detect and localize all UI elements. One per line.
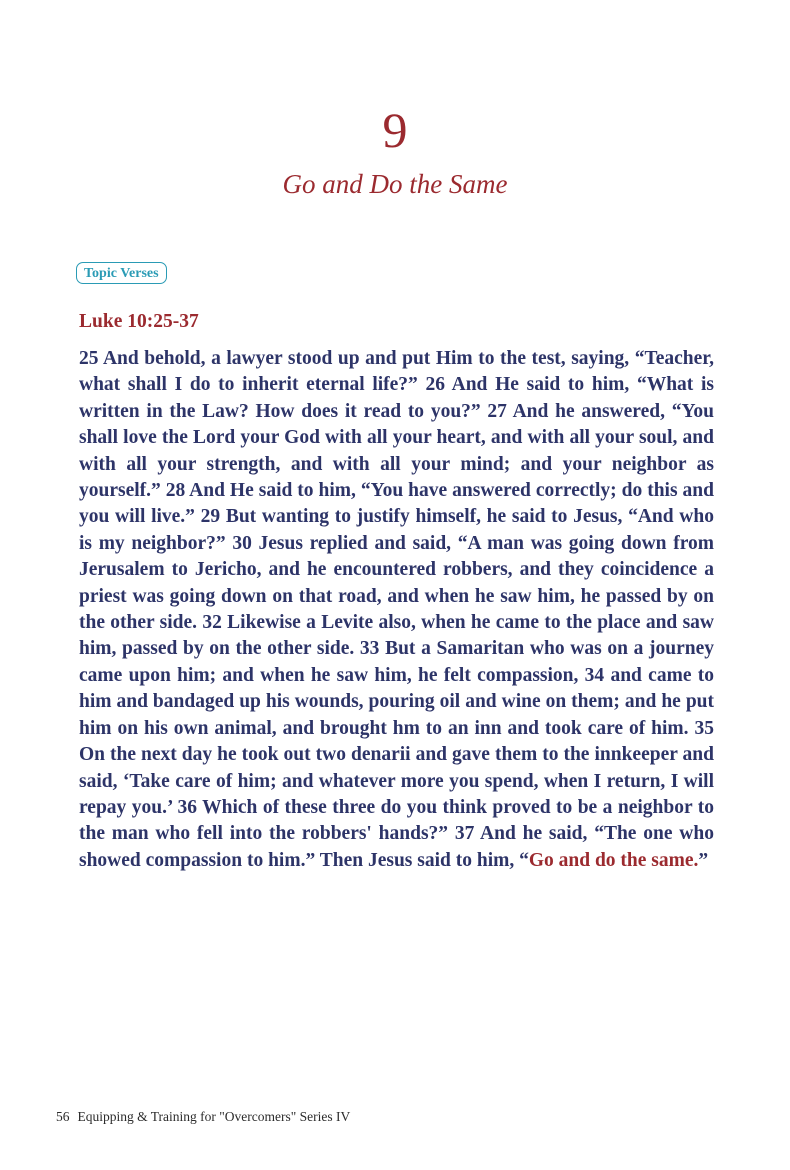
chapter-title: Go and Do the Same [282,169,508,199]
page-footer [56,1108,350,1126]
topic-verses-badge: Topic Verses [76,262,167,284]
page-number: 56 [56,1109,70,1124]
passage-closing: ” [698,849,709,871]
chapter-number: 9 [382,102,408,158]
passage-text: 25 And behold, a lawyer stood up and put Him to the test, saying, “Teacher, what shall I do to inherit eternal life?” 26 And He said to him, “What is written in the Law? How does it read to you?” 27 And he answered, “You shall love the Lord your God with all your heart, and with all your soul, and with all your strength, and with all your mind; and your neighbor as yourself.” 28 And He said to him, “You have answered correctly; do this and you will live.” 29 But wanting to justify himself, he said to Jesus, “And who is my neighbor?” 30 Jesus replied and said, “A man was going down from Jerusalem to Jericho, and he encountered robbers, and they coincidence a priest was going down on that road, and when he saw him, he passed by on the other side. 32 Likewise a Levite also, when he came to the place and saw him, passed by on the other side. 33 But a Samaritan who was on a journey came upon him; and when he saw him, he felt compassion, 34 and came to him and bandaged up his wounds, pouring oil and wine on them; and he put him on his own animal, and brought hm to an inn and took care of him. 35 On the next day he took out two denarii and gave them to the innkeeper and said, ‘Take care of him; and whatever more you spend, when I return, I will repay you.’ 36 Which of these three do you think proved to be a neighbor to the man who fell into the robbers' hands?” 37 And he said, “The one who showed compassion to him.” Then Jesus said to him, “ [79,348,714,871]
passage-highlight: Go and do the same. [528,849,699,871]
series-title: Equipping & Training for "Overcomers" Series IV [77,1109,351,1124]
scripture-passage [79,346,714,874]
scripture-reference: Luke 10:25-37 [79,311,199,332]
